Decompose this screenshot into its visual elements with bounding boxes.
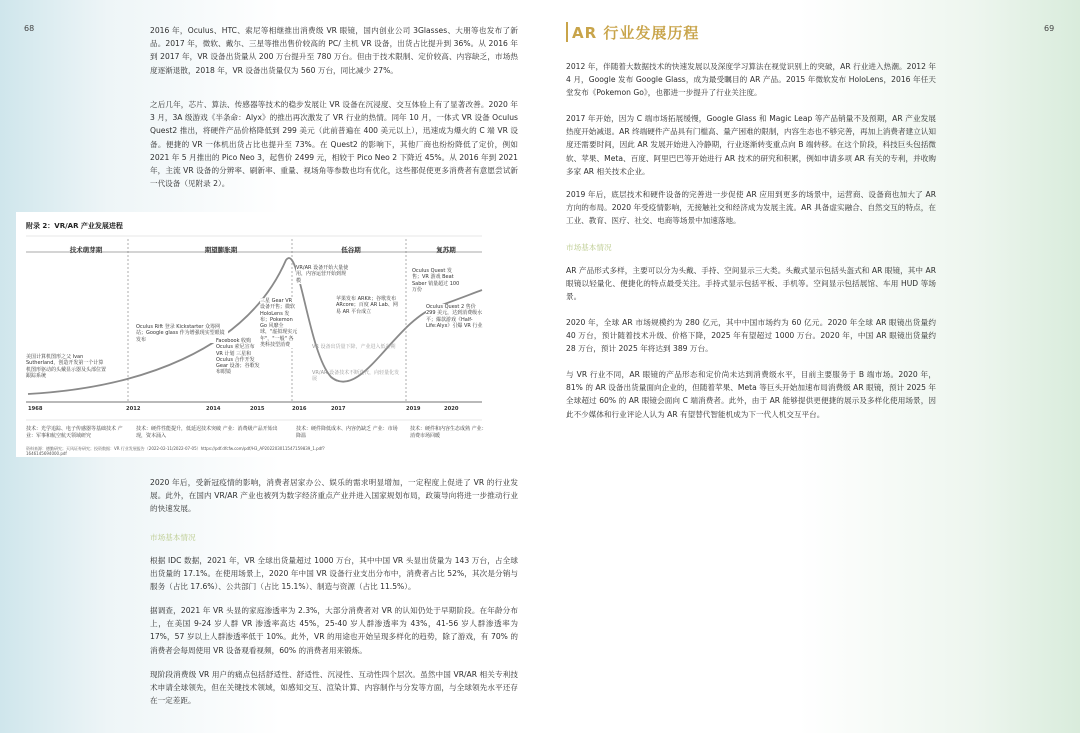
year-tick: 2019 <box>406 406 421 412</box>
year-tick: 2012 <box>126 406 141 412</box>
annotation-sutherland: 美国计算机图形之父 Ivan Sutherland，创造开发第一个计算机图形驱动的头戴显示器及头部位置跟踪系统 <box>26 354 107 379</box>
annotation-oculus-rift: Oculus Rift 登录 Kickstarter 众筹网站；Google glass 作为增强现实型眼镜发布 <box>136 324 228 343</box>
page-number: 68 <box>24 24 35 33</box>
tech-note: 技术：硬件和内容生态成熟 产业：消费市场回暖 <box>410 426 487 439</box>
figure-title: 附录 2：VR/AR 产业发展进程 <box>26 222 123 230</box>
page-title: AR 行业发展历程 <box>572 24 700 42</box>
annotation-vr-fever: VR/AR 设备开始大量使用，内容运营开始到规模 <box>296 265 349 284</box>
paragraph: 现阶段消费级 VR 用户的痛点包括舒适性、舒适性、沉浸性、互动性四个层次。虽然中国 VR/AR 相关专利技术申请全球领先，但在关键技术领域，如感知交互、渲染计算、内容制作与分发等方面，与全球领先水平还存在一定差距。 <box>150 670 518 706</box>
section-subhead: 市场基本情况 <box>150 533 196 542</box>
annotation-evolution-note: VR/AR 设备技术不断迭代，向轻量化发展 <box>312 370 400 383</box>
paragraph: 2020 年，全球 AR 市场规模约为 280 亿元，其中中国市场约为 60 亿元。2020 年全球 AR 眼镜出货量约 40 万台，预计随着技术升级、价格下降，2025 年有望超过 1000 万台。2020 年，中国 AR 眼镜出货量约 28 万台，预计 2025 年将达到 389 万台。 <box>566 318 936 354</box>
paragraph: 2017 年开始，因为 C 端市场拓展缓慢，Google Glass 和 Magic Leap 等产品销量不及预期，AR 产业发展热度开始减退。AR 终端硬件产品具有门槛高、量产困难的限制，内容生态也不够完善，再加上消费者建立认知度还需要时间，因此 AR 发展开始进入冷静期，行业逐渐转变重点向 B 端转移。在这个阶段，科技巨头包括微软、苹果、Meta、百度、阿里巴巴等开始进行 AR 技术的研究和积累，例如申请多项 AR 有关的专利，并收购多家 AR 相关技术企业。 <box>566 114 936 176</box>
phase-title-hype: 期望膨胀期 <box>204 246 238 254</box>
year-tick: 2020 <box>444 406 459 412</box>
paragraph: 2019 年后，底层技术和硬件设备的完善进一步促使 AR 应用到更多的场景中，运营商、设备商也加大了 AR 方向的布局。2020 年受疫情影响，无接触社交和经济成为发展主流。AR 具备虚实融合、自然交互的特点，在工业、教育、医疗、社交、电商等场景中加速落地。 <box>566 190 936 226</box>
paragraph: 据调查，2021 年 VR 头显的家庭渗透率为 2.3%，大部分消费者对 VR 的认知仍处于早期阶段。在年龄分布上，在美国 9-24 岁人群 VR 渗透率高达 45%，25-40 岁人群渗透率为 43%，41-56 岁人群渗透率为 17%，57 岁以上人群渗透率低于 10%。此外，VR 的用途也开始呈现多样化的趋势，除了游戏，有 70% 的消费者会每周使用 VR 设备观看视频，60% 的消费者用来锻炼。 <box>150 606 518 655</box>
phase-title-germination: 技术萌芽期 <box>69 246 103 254</box>
year-tick: 2016 <box>292 406 307 412</box>
tech-note: 技术：光学追踪、电子传感器等基础技术 产业：军事和航空航天领域研究 <box>26 426 123 439</box>
year-tick: 2017 <box>331 406 346 412</box>
annotation-trough-note: VR 设备出货量下降，产业进入低谷期 <box>312 344 396 350</box>
phase-title-recovery: 复苏期 <box>436 246 456 254</box>
title-accent-bar <box>566 22 568 42</box>
section-subhead: 市场基本情况 <box>566 243 612 252</box>
paragraph: 2020 年后，受新冠疫情的影响，消费者居家办公、娱乐的需求明显增加，一定程度上促进了 VR 的行业发展。此外，在国内 VR/AR 产业也被列为数字经济重点产业并进入国家规划布局，政策导向将进一步推动行业的快速发展。 <box>150 478 518 514</box>
paragraph: 2016 年，Oculus、HTC、索尼等相继推出消费级 VR 眼镜，国内创业公司 3Glasses、大朋等也发布了新品。2017 年，微软、戴尔、三星等推出售价较高的 PC/ 主机 VR 设备，出货占比提升到 36%。从 2016 年到 2017 年，VR 设备出货量从 200 万台提升至 780 万台。但由于技术限制、定价较高、内容缺乏，市场热度逐渐退散，2018 年，VR 设备出货量仅为 560 万台，同比减少 27%。 <box>150 26 518 75</box>
tech-note: 技术：硬件性能提升，低延迟技术突破 产业：消费级产品开始出现，资本涌入 <box>136 426 278 439</box>
paragraph: AR 产品形式多样，主要可以分为头戴、手持、空间显示三大类。头戴式显示包括头盔式和 AR 眼镜，其中 AR 眼镜以轻量化、便捷化的特点最受关注。手持式显示包括平板、手机等。空间显示包括展馆、车用 HUD 等场景。 <box>566 266 936 302</box>
annotation-gear-vr: 三星 Gear VR 设备开售；微软 HoloLens 发布；Pokemon Go 风靡全球，"虚拟现实元年"，"一般" 各类科技型消费 <box>260 298 298 349</box>
annotation-quest: Oculus Quest 发售；VR 游戏 Beat Saber 销量超过 100 万份 <box>412 268 460 293</box>
page-number: 69 <box>1044 24 1055 33</box>
paragraph: 2012 年，伴随着大数据技术的快速发展以及深度学习算法在视觉识别上的突破，AR 行业进入热潮。2012 年 4 月，Google 发布 Google Glass，成为最受瞩目的 AR 产品。2015 年微软发布 HoloLens，2016 年任天堂发布《Pokemon Go》，也都进一步提升了行业关注度。 <box>566 62 936 98</box>
year-tick: 2015 <box>250 406 265 412</box>
year-tick: 2014 <box>206 406 221 412</box>
annotation-arkit: 苹果发布 ARKit；谷歌发布 ARcore；百度 AR Lab、网易 AR 平台成立 <box>336 296 398 315</box>
figure-source: 资料来源：德勤研究；天风证券研究；投资数据：VR 行业发展报告（2022-02-11/2022-07-05）https://pdf.dfcfw.com/pdf/H3_AP202203011547159839_1.pdf?1646145694000.pdf <box>26 446 325 456</box>
phase-title-trough: 低谷期 <box>341 246 361 254</box>
paragraph: 之后几年，芯片、算法、传感器等技术的稳步发展让 VR 设备在沉浸度、交互体验上有了显著改善。2020 年 3 月，3A 级游戏《半条命：Alyx》的推出再次激发了 VR 行业的热情。同年 10 月，一体式 VR 设备 Oculus Quest2 推出，将硬件产品价格降低到 299 美元（此前普遍在 400 美元以上），迅速成为爆火的 C 端 VR 设备。便捷的 VR 一体机出货占比也提升至 73%。在 Quest2 的影响下，其他厂商也纷纷降低了定价，例如 2021 年 5 月推出的 Pico Neo 3，起售价 2499 元，相较于 Pico Neo 2 下降近 45%。从 2016 年到 2021 年，主流 VR 设备的分辨率、刷新率、重量、视场角等参数也均有优化，这些都促使更多消费者有意愿尝试新一代设备（见附录 2）。 <box>150 100 518 189</box>
paragraph: 根据 IDC 数据，2021 年，VR 全球出货量超过 1000 万台，其中中国 VR 头显出货量为 143 万台，占全球出货量的 17.1%。在使用场景上，2020 年中国 VR 设备行业支出分布中，消费者占比 52%，其次是分销与服务（占比 17.6%）、公共部门（占比 15.1%）、制造与资源（占比 11.5%）。 <box>150 556 518 592</box>
annotation-quest2: Oculus Quest 2 售价 299 美元，达到消费级水平；爆款游戏《Half-Life:Alyx》引爆 VR 行业 <box>426 304 486 329</box>
tech-note: 技术：硬件降低成本、内容仍缺乏 产业：市场降温 <box>296 426 398 439</box>
annotation-facebook: Facebook 收购 Oculus 索尼宣布 VR 计划 三星和 Oculus 合作开发 Gear 设备；谷歌发布眼镜 <box>216 338 260 376</box>
year-tick: 1968 <box>28 406 43 412</box>
paragraph: 与 VR 行业不同，AR 眼镜的产品形态和定价尚未达到消费级水平，目前主要服务于 B 端市场。2020 年，81% 的 AR 设备出货量面向企业的，但随着苹果、Meta 等巨头开始加速布局消费级 AR 眼镜，预计 2025 年全球超过 60% 的 AR 眼镜会面向 C 端消费者。此外，由于 AR 能够提供更便捷的展示及多样化使用场景，因此不少媒体和行业评论人认为 AR 有望替代智能机成为下一代人机交互平台。 <box>566 370 936 419</box>
vr-ar-industry-chart <box>16 212 492 457</box>
